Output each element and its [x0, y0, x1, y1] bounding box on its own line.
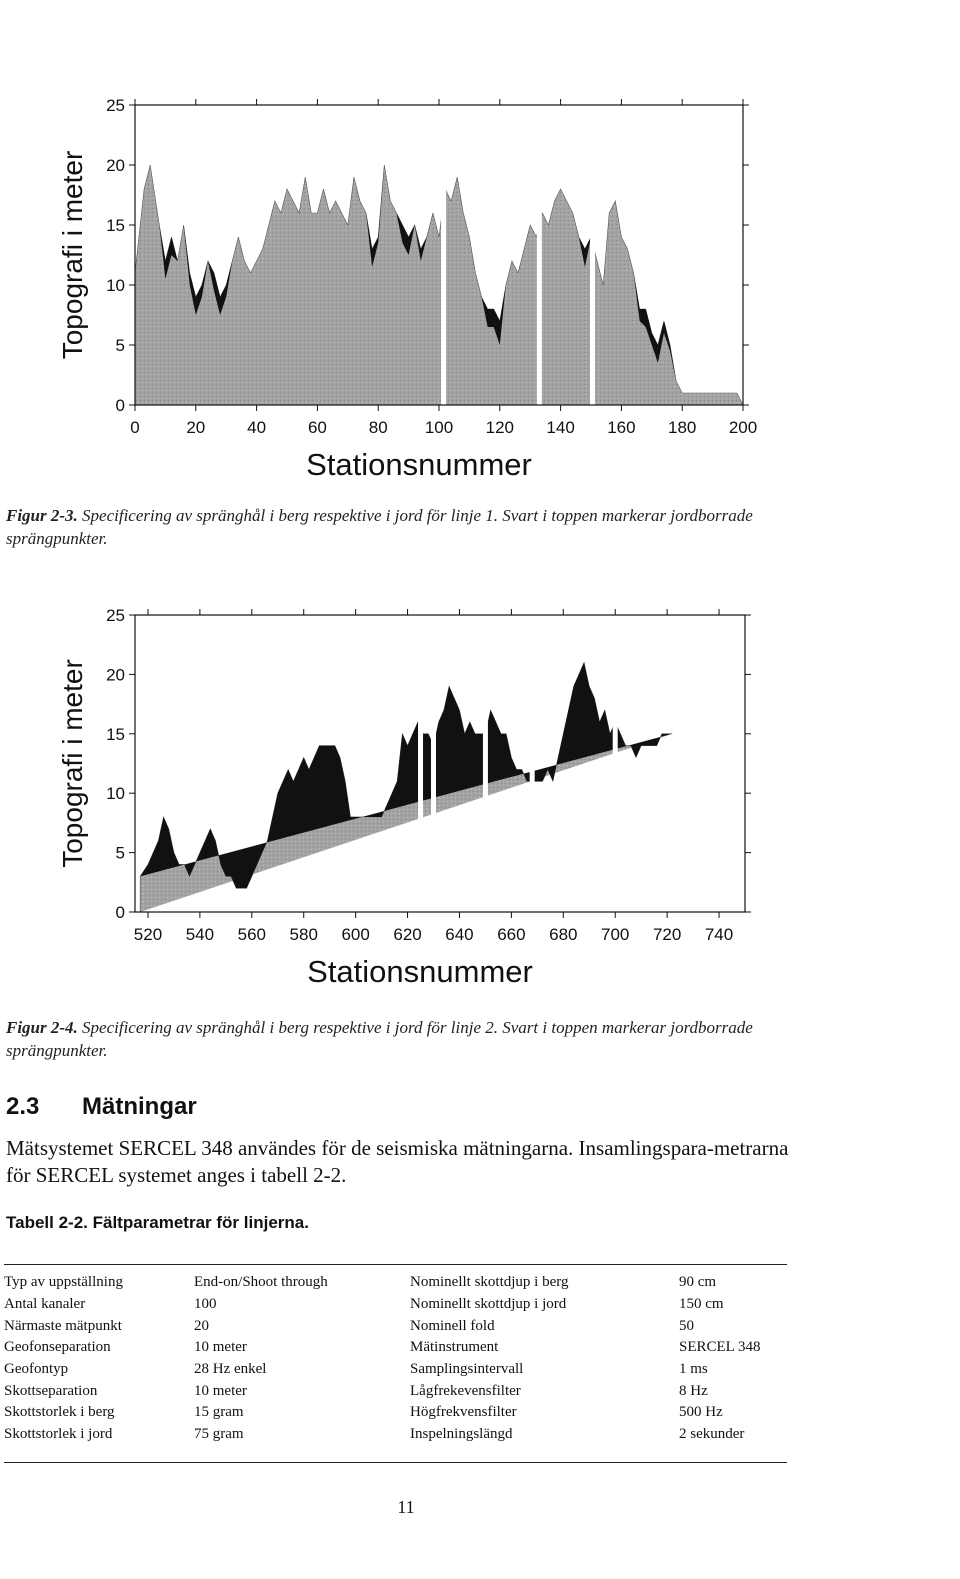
y-tick-label: 25 [106, 606, 125, 625]
table-cell: 1 ms [679, 1361, 708, 1378]
gap-stripe [483, 655, 488, 912]
x-tick-label: 120 [485, 418, 514, 437]
x-tick-label: 520 [133, 925, 163, 944]
table-cell: Typ av uppställning [4, 1274, 123, 1291]
x-tick-label: 200 [728, 418, 758, 437]
section-number: 2.3 [6, 1093, 40, 1120]
table-cell: 150 cm [679, 1296, 724, 1313]
table-cell: 10 meter [194, 1382, 247, 1399]
x-tick-label: 140 [546, 418, 575, 437]
figure-caption-text: Specificering av spränghål i berg respektive i jord för linje 2. Svart i toppen markerar jordborrade sprängpunkter. [6, 1018, 753, 1060]
table-row [4, 1424, 789, 1446]
x-tick-label: 680 [549, 925, 578, 944]
y-tick-label: 5 [115, 336, 125, 355]
table-cell: Skottseparation [4, 1382, 98, 1399]
x-axis-title: Stationsnummer [307, 954, 533, 989]
section-heading [6, 1093, 197, 1121]
x-tick-label: 540 [185, 925, 215, 944]
x-tick-label: 20 [186, 418, 206, 437]
x-tick-label: 0 [130, 418, 140, 437]
table-cell: SERCEL 348 [679, 1339, 761, 1356]
x-tick-label: 720 [652, 925, 682, 944]
y-tick-label: 15 [106, 216, 125, 235]
table-row [4, 1294, 789, 1316]
y-tick-label: 0 [115, 903, 125, 922]
x-tick-label: 700 [601, 925, 630, 944]
soil-drilled-band [140, 663, 672, 889]
gap-stripe [441, 145, 446, 405]
table-caption: Tabell 2-2. Fältparametrar för linjerna. [6, 1213, 309, 1232]
table-cell: Närmaste mätpunkt [4, 1317, 122, 1334]
x-tick-label: 600 [341, 925, 370, 944]
table-cell: Geofontyp [4, 1361, 69, 1378]
y-tick-label: 0 [115, 396, 125, 415]
y-tick-label: 20 [106, 156, 125, 175]
table-cell: 28 Hz enkel [194, 1361, 267, 1378]
table-row [4, 1380, 789, 1402]
x-tick-label: 560 [237, 925, 266, 944]
x-tick-label: 740 [704, 925, 734, 944]
table-cell: 2 sekunder [679, 1426, 745, 1443]
table-cell: 75 gram [194, 1426, 244, 1443]
y-tick-label: 20 [106, 665, 125, 685]
section-title: Mätningar [82, 1093, 197, 1120]
y-tick-label: 10 [106, 276, 125, 295]
table-cell: 500 Hz [679, 1404, 723, 1421]
gap-stripe [530, 655, 535, 912]
table-cell: 20 [194, 1317, 209, 1334]
table-cell: Nominellt skottdjup i jord [410, 1296, 567, 1313]
figure-caption-2-4 [6, 1016, 796, 1062]
x-tick-label: 660 [497, 925, 526, 944]
table-cell: 90 cm [679, 1274, 717, 1291]
x-axis-title: Stationsnummer [306, 447, 532, 482]
table-cell: 8 Hz [679, 1382, 708, 1399]
table-cell: Samplingsintervall [410, 1361, 524, 1378]
figure-caption-text: Specificering av spränghål i berg respektive i jord för linje 1. Svart i toppen markerar jordborrade sprängpunkter. [6, 506, 753, 548]
field-parameters-table [4, 1272, 789, 1446]
x-tick-label: 160 [607, 418, 636, 437]
y-axis-title: Topografi i meter [57, 659, 88, 868]
table-cell: Inspelningslängd [410, 1426, 513, 1443]
x-tick-label: 640 [445, 925, 474, 944]
gap-stripe [590, 145, 595, 405]
table-row [4, 1359, 789, 1381]
y-tick-label: 5 [115, 843, 125, 863]
figure-label: Figur 2-3. [6, 506, 78, 525]
page-number: 11 [397, 1497, 415, 1517]
x-tick-label: 40 [247, 418, 267, 437]
table-cell: Högfrekvensfilter [410, 1404, 517, 1421]
section-body: Mätsystemet SERCEL 348 användes för de seismiska mätningarna. Insamlingspara-metrarna för SERCEL systemet anges i tabell 2-2. [6, 1136, 789, 1187]
table-cell: Nominell fold [410, 1317, 495, 1334]
table-cell: Skottstorlek i berg [4, 1404, 115, 1421]
gap-stripe [431, 655, 436, 912]
gap-stripe [613, 655, 618, 912]
y-tick-label: 10 [106, 784, 125, 804]
table-cell: 100 [194, 1296, 217, 1313]
x-tick-label: 180 [668, 418, 697, 437]
table-top-rule [4, 1264, 787, 1265]
topography-chart-line-2 [0, 590, 960, 990]
table-cell: Nominellt skottdjup i berg [410, 1274, 569, 1291]
y-tick-label: 15 [106, 724, 125, 744]
table-cell: Skottstorlek i jord [4, 1426, 113, 1443]
table-row [4, 1272, 789, 1294]
gap-stripe [418, 655, 423, 912]
table-cell: Antal kanaler [4, 1296, 86, 1313]
table-bottom-rule [4, 1462, 787, 1463]
figure-caption-2-3 [6, 504, 796, 550]
table-cell: 10 meter [194, 1339, 247, 1356]
figure-label: Figur 2-4. [6, 1018, 78, 1037]
table-row [4, 1337, 789, 1359]
topography-chart-line-1 [0, 80, 960, 490]
gap-stripe [537, 145, 542, 405]
table-cell: 15 gram [194, 1404, 244, 1421]
table-cell: 50 [679, 1317, 694, 1334]
y-axis-title: Topografi i meter [57, 150, 88, 360]
table-cell: Lågfrekevensfilter [410, 1382, 521, 1399]
table-row [4, 1315, 789, 1337]
x-tick-label: 80 [368, 418, 388, 437]
x-tick-label: 620 [393, 925, 422, 944]
x-tick-label: 100 [424, 418, 454, 437]
table-row [4, 1402, 789, 1424]
table-cell: Geofonseparation [4, 1339, 111, 1356]
y-tick-label: 25 [106, 96, 125, 115]
x-tick-label: 580 [289, 925, 318, 944]
table-cell: End-on/Shoot through [194, 1274, 328, 1291]
x-tick-label: 60 [307, 418, 327, 437]
table-cell: Mätinstrument [410, 1339, 499, 1356]
